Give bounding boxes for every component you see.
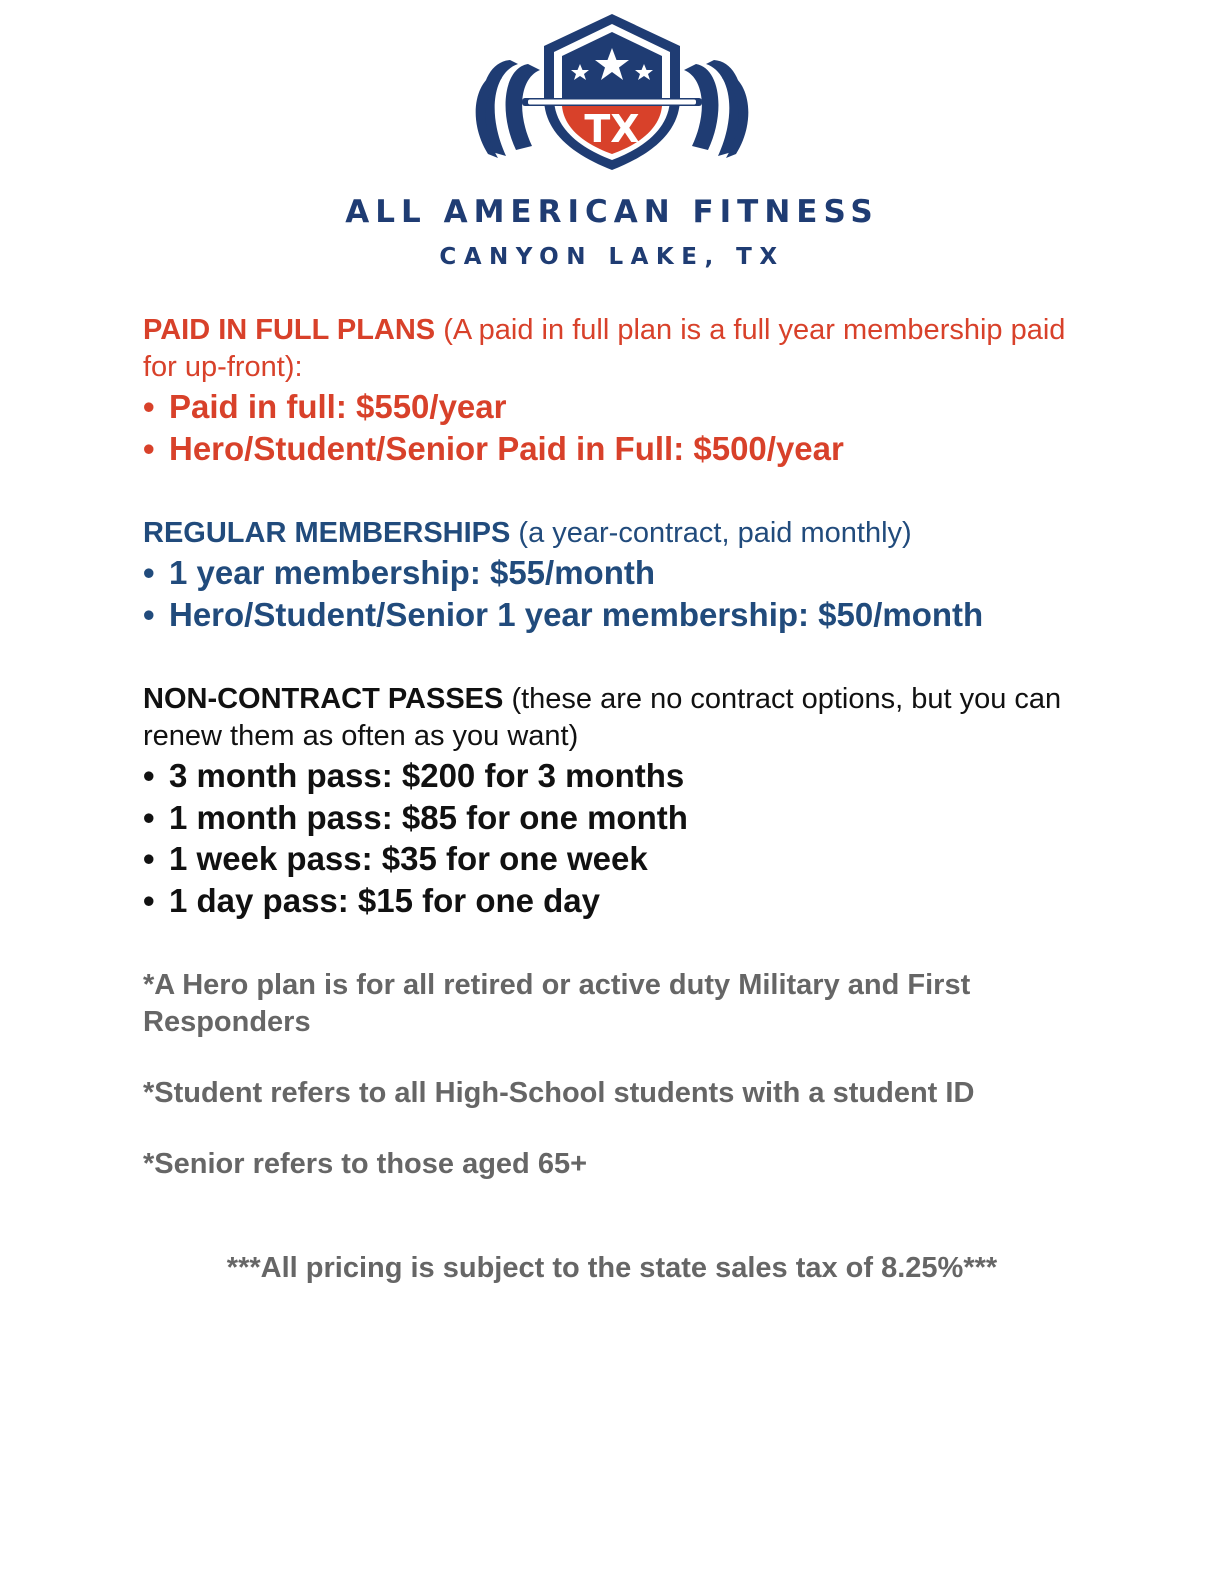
section-intro <box>143 515 1083 552</box>
regular-memberships-section <box>143 515 1083 635</box>
sales-tax-note: ***All pricing is subject to the state sales tax of 8.25%*** <box>226 1252 998 1284</box>
plan-item <box>143 880 1083 922</box>
plan-text: Hero/Student/Senior Paid in Full: $500/year <box>169 429 844 467</box>
bullet: • <box>143 798 155 836</box>
barbell-left-plates <box>476 60 540 158</box>
plan-text: 1 year membership: $55/month <box>169 554 656 591</box>
section-heading: REGULAR MEMBERSHIPS <box>143 517 511 549</box>
plan-text: 3 month pass: $200 for 3 months <box>169 757 685 794</box>
section-intro <box>143 312 1083 386</box>
section-description: (a year-contract, paid monthly) <box>518 517 912 549</box>
barbell-right-plates <box>684 60 748 158</box>
student-footnote: *Student refers to all High-School students with a student ID <box>143 1077 975 1109</box>
plan-item <box>143 594 1083 636</box>
plan-item <box>143 797 1083 839</box>
section-intro <box>143 681 1083 755</box>
hero-footnote: *A Hero plan is for all retired or active duty Military and First Responders <box>143 969 971 1038</box>
plan-text: Hero/Student/Senior 1 year membership: $50/month <box>169 595 984 633</box>
bullet: • <box>143 881 155 919</box>
bullet: • <box>143 554 155 591</box>
bullet: • <box>143 429 155 467</box>
gym-name: ALL AMERICAN FITNESS <box>345 194 879 230</box>
bullet: • <box>143 388 155 425</box>
plan-text: Paid in full: $550/year <box>169 388 507 425</box>
paid-in-full-section <box>143 312 1083 469</box>
senior-footnote: *Senior refers to those aged 65+ <box>143 1148 588 1180</box>
section-heading: NON-CONTRACT PASSES <box>143 683 504 715</box>
bullet: • <box>143 840 155 877</box>
bullet: • <box>143 757 155 794</box>
plan-item <box>143 386 1083 428</box>
section-description: (A paid in full plan is a full year membership paid for up-front): <box>143 314 1066 383</box>
logo-tx-text: TX <box>584 107 640 151</box>
plan-text: 1 week pass: $35 for one week <box>169 840 648 877</box>
plan-list <box>143 552 1083 635</box>
plan-item <box>143 428 1083 470</box>
bullet: • <box>143 595 155 633</box>
footnotes <box>143 967 1083 1183</box>
plan-list <box>143 386 1083 469</box>
plan-list <box>143 755 1083 921</box>
plan-text: 1 day pass: $15 for one day <box>169 881 601 919</box>
plan-item <box>143 755 1083 797</box>
non-contract-section <box>143 681 1083 921</box>
plan-text: 1 month pass: $85 for one month <box>169 798 688 836</box>
gym-logo <box>458 12 766 172</box>
pricing-content <box>143 312 1083 1217</box>
plan-item <box>143 552 1083 594</box>
plan-item <box>143 838 1083 880</box>
section-description: (these are no contract options, but you can renew them as often as you want) <box>143 683 1062 752</box>
gym-location: CANYON LAKE, TX <box>439 244 785 270</box>
section-heading: PAID IN FULL PLANS <box>143 314 436 346</box>
